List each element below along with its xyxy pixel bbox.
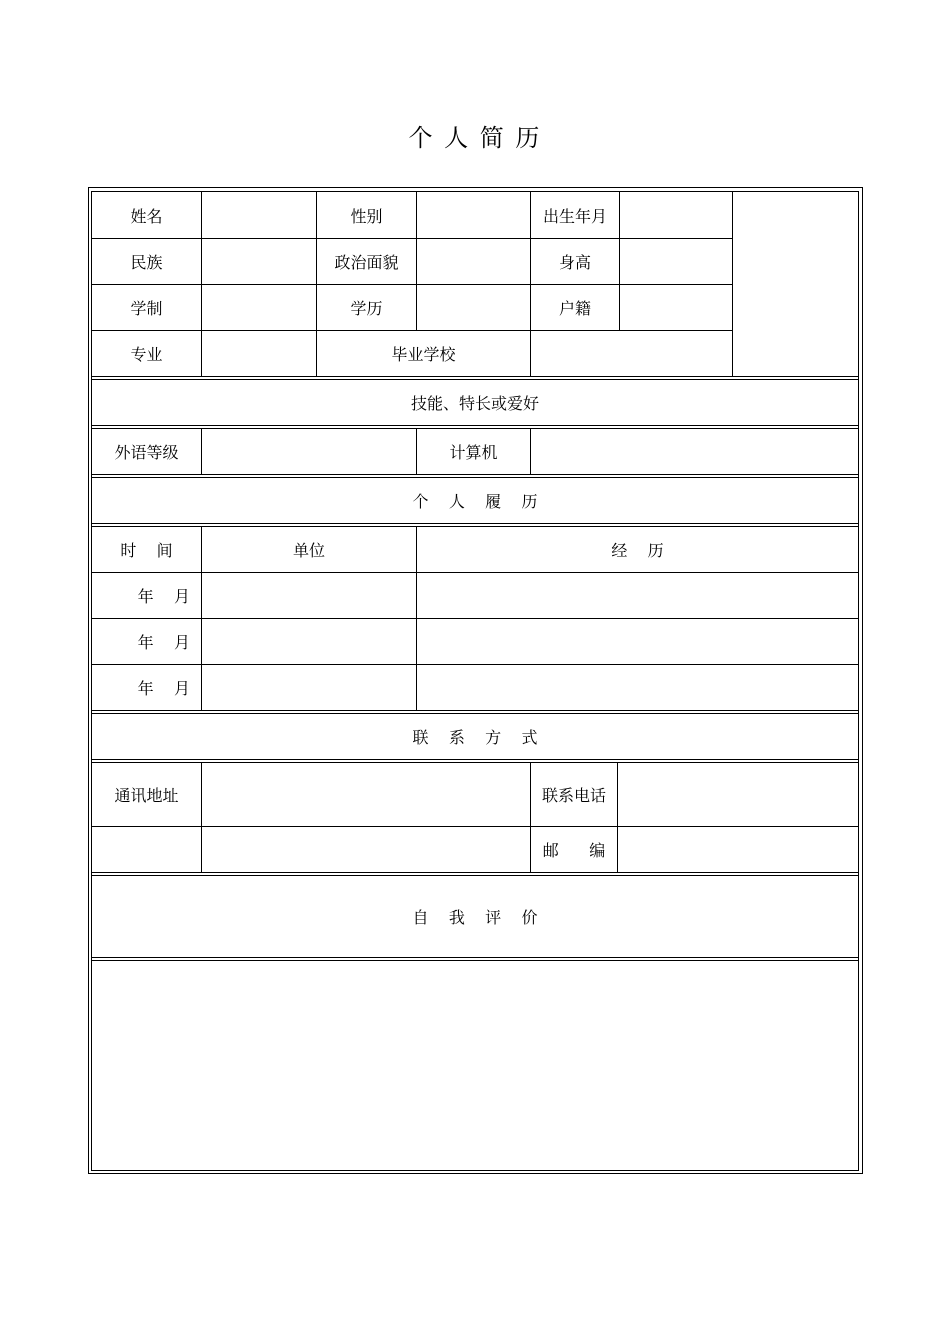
photo-box[interactable] [733, 192, 858, 376]
birth-field[interactable] [620, 192, 732, 238]
political-field[interactable] [417, 239, 530, 284]
resume-row-experience[interactable] [417, 619, 858, 664]
col-experience-header: 经 历 [611, 541, 664, 560]
name-label: 姓名 [130, 206, 163, 226]
gender-field[interactable] [417, 192, 530, 238]
ethnicity-label: 民族 [130, 253, 163, 272]
rule [91, 710, 859, 711]
hukou-field[interactable] [620, 285, 732, 330]
evaluation-heading: 自 我 评 价 [412, 908, 538, 927]
resume-row-time: 年 月 [137, 633, 190, 652]
phone-field[interactable] [618, 763, 858, 826]
contact-heading: 联 系 方 式 [412, 728, 538, 747]
skills-heading: 技能、特长或爱好 [410, 394, 539, 413]
rule [91, 957, 859, 958]
resume-row-time: 年 月 [137, 679, 190, 698]
education-label: 学历 [350, 299, 383, 318]
resume-row-experience[interactable] [417, 665, 858, 710]
resume-row-unit[interactable] [202, 619, 416, 664]
resume-row-experience[interactable] [417, 573, 858, 618]
school-label: 毕业学校 [391, 345, 456, 364]
schooling-field[interactable] [202, 285, 316, 330]
rule [91, 474, 859, 475]
ethnicity-field[interactable] [202, 239, 316, 284]
language-label: 外语等级 [114, 443, 179, 462]
hukou-label: 户籍 [558, 299, 591, 318]
phone-label: 联系电话 [541, 786, 606, 805]
computer-field[interactable] [531, 429, 858, 474]
postcode-field[interactable] [618, 827, 858, 872]
language-field[interactable] [202, 429, 416, 474]
rule [858, 191, 859, 1171]
major-field[interactable] [202, 331, 316, 376]
height-field[interactable] [620, 239, 732, 284]
rule [91, 523, 859, 524]
resume-row-time: 年 月 [137, 587, 190, 606]
col-unit-header: 单位 [292, 541, 325, 560]
birth-label: 出生年月 [542, 206, 607, 226]
school-field[interactable] [531, 331, 732, 376]
height-label: 身高 [558, 253, 591, 272]
education-field[interactable] [417, 285, 530, 330]
address-field[interactable] [202, 763, 530, 872]
evaluation-field[interactable] [92, 961, 858, 1170]
address-label: 通讯地址 [114, 786, 179, 805]
computer-label: 计算机 [449, 443, 498, 462]
postcode-label: 邮 编 [542, 841, 606, 860]
political-label: 政治面貌 [334, 253, 399, 272]
schooling-label: 学制 [130, 299, 163, 318]
rule [91, 425, 859, 426]
resume-heading: 个 人 履 历 [412, 492, 538, 511]
rule [91, 759, 859, 760]
resume-row-unit[interactable] [202, 573, 416, 618]
page-title: 个 人 简 历 [408, 124, 542, 152]
resume-row-unit[interactable] [202, 665, 416, 710]
major-label: 专业 [130, 345, 163, 364]
contact-extra-cell[interactable] [92, 827, 201, 872]
rule [91, 376, 859, 377]
col-time-header: 时 间 [120, 541, 173, 560]
rule [91, 1170, 859, 1171]
name-field[interactable] [202, 192, 316, 238]
rule [91, 872, 859, 873]
gender-label: 性别 [350, 206, 383, 226]
